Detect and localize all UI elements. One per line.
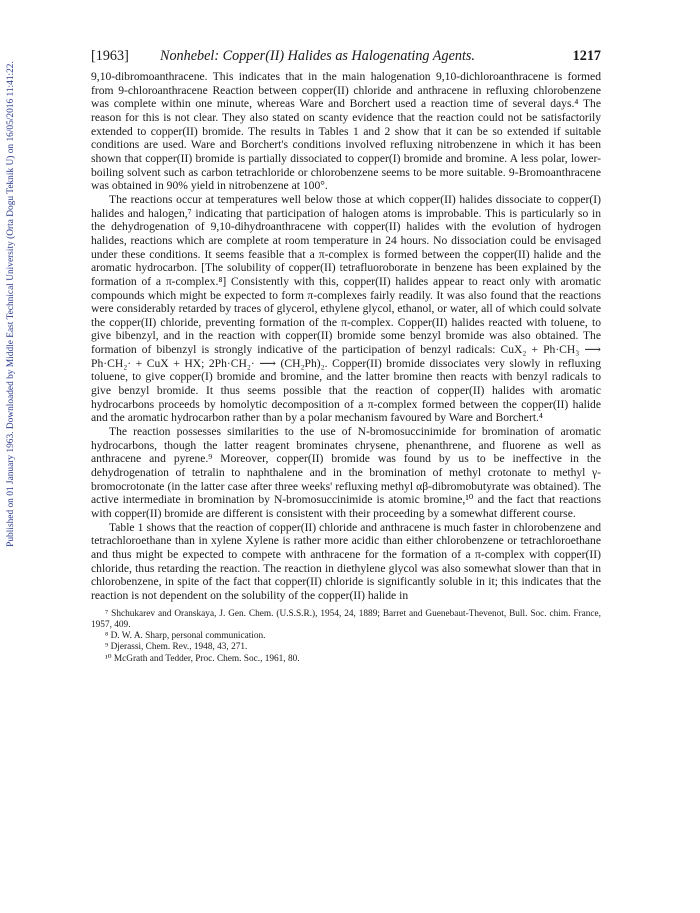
page-number: 1217 [572,48,601,64]
footnotes [91,609,601,665]
header-year: [1963] [91,48,129,64]
running-header [91,48,601,70]
footnote-10: ¹⁰ McGrath and Tedder, Proc. Chem. Soc., 1961, 80. [105,653,300,664]
article-body [91,70,601,603]
footnote-7: ⁷ Shchukarev and Oranskaya, J. Gen. Chem. (U.S.S.R.), 1954, 24, 1889; Barret and Guenebaut-Thevenot, Bull. Soc. chim. France, 1957, 409. [91,608,601,630]
paragraph-4: Table 1 shows that the reaction of copper(II) chloride and anthracene is much faster in chlorobenzene and tetrachloroethane than in xylene Xylene is rather more acidic than either chlorobenzene or tetrachloroethane and thus might be expected to compete with anthracene for the formation of a π-complex with copper(II) chloride, thus retarding the reaction. The reaction in diethylene glycol was also somewhat slower than that in chlorobenzene, in spite of the fact that copper(II) chloride is significantly soluble in it; this indicates that the reaction is not dependent on the solubility of the copper(II) halide in [91,520,601,602]
paragraph-2: The reactions occur at temperatures well below those at which copper(II) halides dissociate to copper(I) halides and halogen,⁷ indicating that participation of halogen atoms is improbable. This is particularly so in the dehydrogenation of 9,10-dihydroanthracene with copper(II) halides with the evolution of hydrogen halides, reactions which are complete at room temperature in 24 hours. No dissociation could be envisaged under these conditions. It seems feasible that a π-complex is formed between the copper(II) halide and the aromatic hydrocarbon. [The solubility of copper(II) tetrafluoroborate in benzene has been explained by the formation of a π-complex.⁸] Consistently with this, copper(II) halides appear to react only with aromatic compounds which might be expected to form π-complexes fairly readily. It was also found that the reactions were considerably retarded by traces of glycerol, ethylene glycol, ethanol, or water, all of which could solvate the copper(II) chloride, preventing formation of the π-complex. Copper(II) halides reacted with toluene, to give bibenzyl, and in the reaction with copper(II) bromide some benzyl bromide was also obtained. The formation of bibenzyl is strongly indicative of the participation of benzyl radicals: CuX₂ + Ph·CH₃ ⟶ Ph·CH₂· + CuX + HX; 2Ph·CH₂· ⟶ (CH₂Ph)₂. Copper(II) bromide dissociates very slowly in refluxing toluene, to give copper(I) bromide and bromine, and the latter bromine then reacts with benzyl radicals to give benzyl bromide. It thus seems possible that the reaction of copper(II) halides with aromatic hydrocarbons proceeds by homolytic decomposition of a π-complex formed between the copper(II) halide and the aromatic hydrocarbon rather than by a polar mechanism favoured by Ware and Borchert.⁴ [91,192,601,425]
footnote-8: ⁸ D. W. A. Sharp, personal communication. [105,631,266,642]
download-watermark-text: Published on 01 January 1963. Downloaded by Middle East Technical University (Orta Dogu Teknik U) on 16/05/2016 11:41:22. [6,61,16,547]
footnote-9: ⁹ Djerassi, Chem. Rev., 1948, 43, 271. [105,642,248,653]
header-title: Nonhebel: Copper(II) Halides as Halogenating Agents. [160,48,475,64]
paragraph-1: 9,10-dibromoanthracene. This indicates that in the main halogenation 9,10-dichloroanthracene is formed from 9-chloroanthracene Reaction between copper(II) chloride and anthracene in refluxing chlorobenzene was complete within one minute, whereas Ware and Borchert used a reaction time of several days.⁴ The reason for this is not clear. They also stated on scanty evidence that the reaction could not be satisfactorily extended to copper(II) bromide. The results in Tables 1 and 2 show that it can be so extended if suitable conditions are used. Ware and Borchert's conditions involved refluxing nitrobenzene in which it has been shown that copper(II) bromide is partially dissociated to copper(I) bromide and bromine. A less polar, lower-boiling solvent such as carbon tetrachloride or chlorobenzene seems to be more suitable. 9-Bromoanthracene was obtained in 90% yield in nitrobenzene at 100°. [91,70,601,193]
journal-page [91,48,601,665]
download-watermark [4,24,18,584]
paragraph-3: The reaction possesses similarities to the use of N-bromosuccinimide for bromination of aromatic hydrocarbons, though the latter reagent brominates chrysene, phenanthrene, and fluorene as well as anthracene and pyrene.⁹ Moreover, copper(II) bromide was found by us to be ineffective in the dehydrogenation of tetralin to naphthalene and in the bromination of methyl crotonate to methyl γ-bromocrotonate (in the latter case after three weeks' refluxing methyl αβ-dibromobutyrate was obtained). The active intermediate in bromination by N-bromosuccinimide is atomic bromine,¹⁰ and the fact that reactions with copper(II) bromide are different is consistent with their proceeding by a somewhat different course. [91,425,601,520]
